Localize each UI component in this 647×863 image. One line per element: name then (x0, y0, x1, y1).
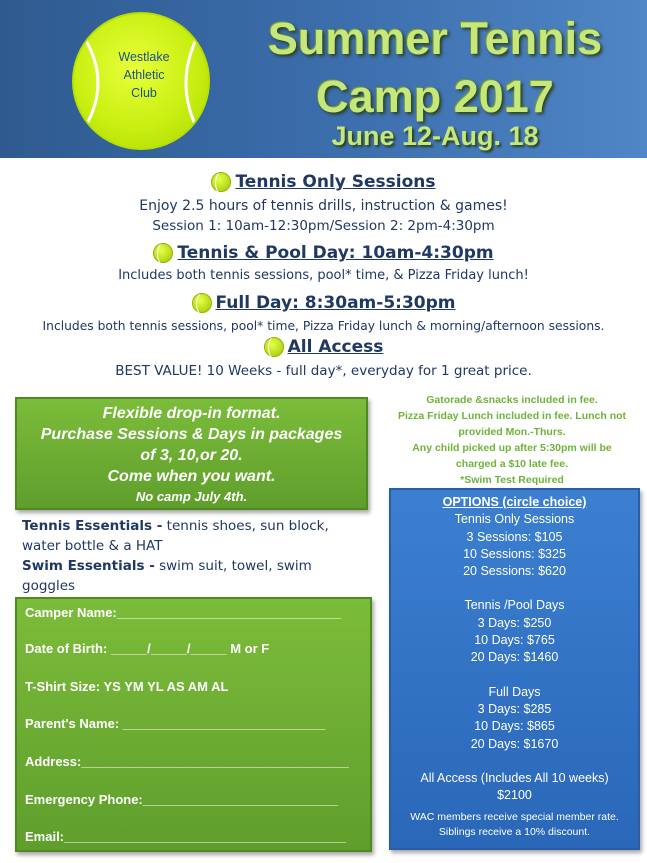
session-title: Tennis Only Sessions (235, 172, 436, 192)
session-description: Enjoy 2.5 hours of tennis drills, instruction & games! (139, 198, 508, 214)
session-description: BEST VALUE! 10 Weeks - full day*, everyday for 1 great price. (115, 363, 532, 379)
note-line: *Swim Test Required (460, 474, 564, 486)
title-line: Summer Tennis (267, 13, 603, 64)
price-option[interactable]: 20 Sessions: $620 (463, 564, 566, 579)
session-heading (264, 337, 384, 357)
price-option[interactable]: 3 Days: $250 (477, 615, 552, 630)
session-title: All Access (287, 337, 384, 357)
option-group-title: All Access (Includes All 10 weeks) (420, 770, 609, 785)
tennis-ball-icon (153, 243, 173, 263)
spacer (391, 753, 638, 770)
date-of-birth-field[interactable]: Date of Birth: _____/_____/_____ M or F (25, 641, 270, 656)
header-banner (0, 0, 647, 158)
note-line: Gatorade &snacks included in fee. (426, 394, 598, 406)
tennis-ball-logo (72, 12, 210, 150)
session-tennis-pool (0, 243, 647, 285)
promo-line: Flexible drop-in format. (102, 405, 281, 422)
note-line: Pizza Friday Lunch included in fee. Lunch not (397, 410, 627, 422)
option-group-title: Tennis Only Sessions (454, 512, 575, 527)
club-name-line: Athletic (123, 68, 165, 82)
session-description: Includes both tennis sessions, pool* time, Pizza Friday lunch & morning/afternoon sessions. (42, 319, 605, 333)
parent-name-field[interactable]: Parent's Name: ____________________________ (25, 716, 326, 731)
discount-line: WAC members receive special member rate. (410, 811, 619, 824)
emergency-phone-field[interactable]: Emergency Phone:___________________________ (25, 792, 338, 807)
note-line: charged a $10 late fee. (455, 458, 569, 470)
options-pricing-box (389, 488, 640, 850)
price-option[interactable]: 20 Days: $1670 (470, 736, 559, 751)
club-name (104, 48, 184, 102)
price-option[interactable]: 10 Days: $765 (474, 633, 555, 648)
discount-line: Siblings receive a 10% discount. (438, 826, 591, 839)
t-shirt-size-field[interactable]: T-Shirt Size: YS YM YL AS AM AL (25, 679, 229, 694)
essentials-text: tennis shoes, sun block, water bottle & a HAT (22, 518, 329, 554)
essentials-label: Tennis Essentials - (22, 518, 163, 534)
essentials-text: swim suit, towel, swim goggles (22, 558, 312, 594)
promo-line: Come when you want. (107, 468, 276, 485)
note-line: Any child picked up after 5:30pm will be (412, 442, 612, 454)
spacer (391, 667, 638, 684)
fee-notes (382, 392, 642, 488)
promo-line: No camp July 4th. (135, 489, 248, 504)
session-times: Session 1: 10am-12:30pm/Session 2: 2pm-4:30pm (152, 218, 495, 234)
price-option[interactable]: $2100 (497, 788, 532, 803)
tennis-ball-icon (192, 293, 212, 313)
session-title: Tennis & Pool Day: 10am-4:30pm (177, 243, 494, 263)
essentials-list (22, 516, 367, 596)
address-field[interactable]: Address:_____________________________________ (25, 754, 349, 769)
session-heading (211, 172, 435, 192)
camp-dates: June 12-Aug. 18 (331, 121, 539, 151)
session-heading (192, 293, 456, 313)
session-tennis-only (0, 172, 647, 236)
tennis-ball-icon (211, 172, 231, 192)
session-all-access (0, 337, 647, 381)
tennis-essentials (22, 516, 367, 556)
camper-name-field[interactable]: Camper Name:_______________________________ (25, 605, 341, 620)
options-heading: OPTIONS (circle choice) (442, 495, 587, 509)
option-group-title: Tennis /Pool Days (464, 598, 565, 613)
session-full-day (0, 293, 647, 335)
title-line: Camp 2017 (316, 71, 554, 122)
session-heading (153, 243, 493, 263)
price-option[interactable]: 10 Sessions: $325 (463, 546, 566, 561)
drop-in-promo-box (15, 397, 368, 510)
tennis-ball-icon (264, 337, 284, 357)
registration-form (15, 597, 372, 852)
club-name-line: Club (131, 86, 157, 100)
email-field[interactable]: Email:_______________________________________ (25, 829, 346, 844)
swim-essentials (22, 556, 367, 596)
promo-line: of 3, 10,or 20. (140, 447, 243, 464)
price-option[interactable]: 3 Days: $285 (477, 701, 552, 716)
price-option[interactable]: 3 Sessions: $105 (466, 529, 563, 544)
club-name-line: Westlake (118, 50, 170, 64)
essentials-label: Swim Essentials - (22, 558, 155, 574)
spacer (391, 580, 638, 597)
promo-line: Purchase Sessions & Days in packages (40, 426, 343, 443)
price-option[interactable]: 20 Days: $1460 (470, 650, 559, 665)
page-title (225, 10, 645, 126)
discount-notes (391, 810, 638, 840)
note-line: provided Mon.-Thurs. (458, 426, 566, 438)
option-group-title: Full Days (488, 684, 541, 699)
session-description: Includes both tennis sessions, pool* time, & Pizza Friday lunch! (118, 268, 529, 283)
price-option[interactable]: 10 Days: $865 (474, 719, 555, 734)
session-title: Full Day: 8:30am-5:30pm (215, 293, 456, 313)
